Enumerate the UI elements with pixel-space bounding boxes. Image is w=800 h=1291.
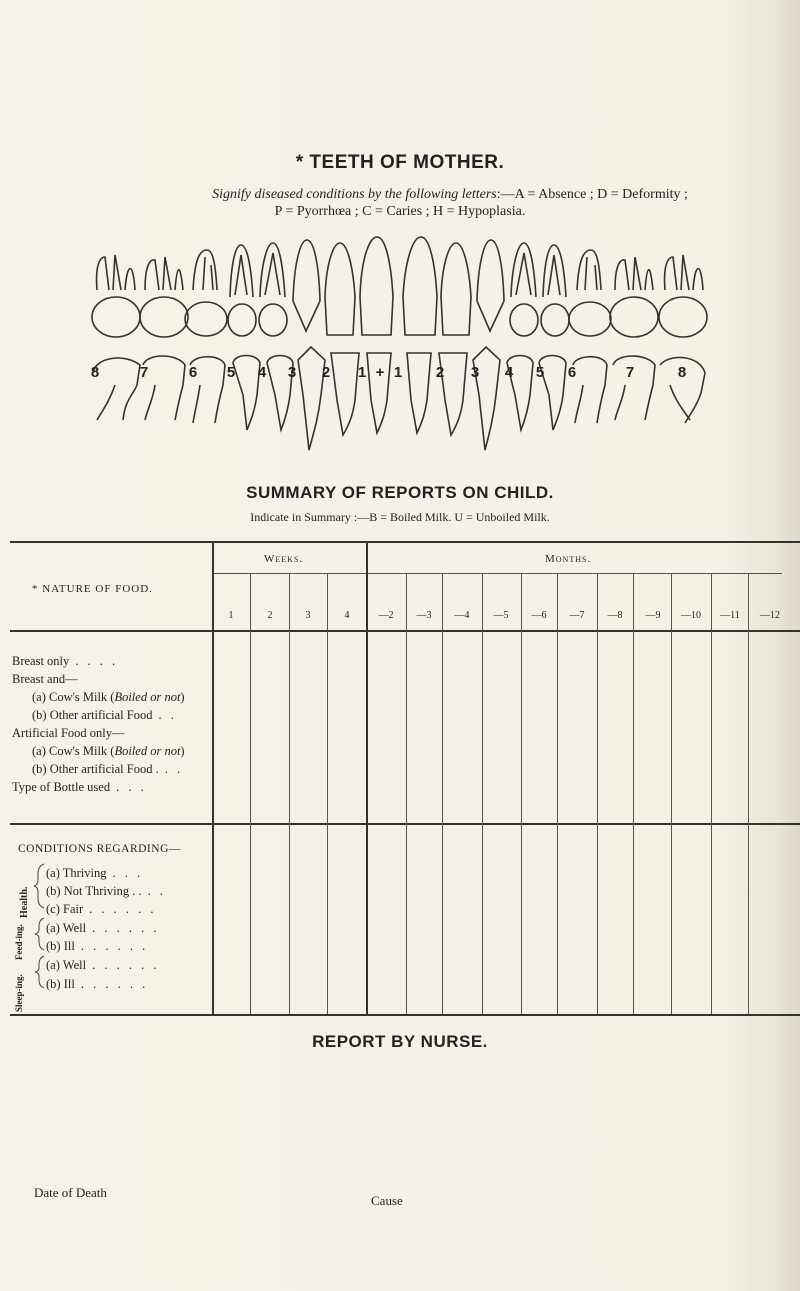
col-divider	[289, 573, 290, 1014]
col-divider	[633, 573, 634, 1014]
col-divider	[250, 573, 251, 1014]
food-row-label: (b) Other artificial Food .	[32, 762, 159, 776]
upper-crown-8R	[659, 297, 707, 337]
col-divider	[671, 573, 672, 1014]
tooth-number: 3	[287, 364, 297, 381]
food-row-artificial-only: Artificial Food only—	[12, 726, 125, 740]
food-row-breast-and: Breast and—	[12, 672, 78, 686]
upper-tooth-7R	[615, 257, 653, 290]
upper-tooth-3R	[477, 240, 504, 301]
lower-tooth-3L	[298, 347, 325, 450]
tooth-number: 8	[677, 364, 687, 381]
summary-indicate-note: Indicate in Summary :—B = Boiled Milk. U = Unboiled Milk.	[250, 510, 550, 524]
condition-label: (a) Well	[46, 921, 87, 935]
health-brace	[34, 864, 44, 908]
upper-tooth-4L	[260, 243, 285, 297]
month-col-label: —2	[378, 610, 394, 621]
food-row-cows-milk-a2	[32, 744, 185, 759]
sleeping-brace	[35, 956, 44, 988]
condition-sleeping-ill: (b) Ill . . . . . .	[46, 977, 149, 991]
food-row-label: (b) Other artificial Food	[32, 708, 153, 722]
col-divider	[442, 573, 443, 1014]
food-row-other-artificial-b2: (b) Other artificial Food . . .	[32, 762, 184, 776]
upper-tooth-5R	[543, 245, 566, 297]
week-col-label: 3	[305, 610, 311, 621]
food-row-suffix: )	[180, 744, 185, 758]
tooth-number: 7	[139, 364, 149, 381]
col-divider	[327, 573, 328, 1014]
lower-teeth	[93, 347, 705, 450]
condition-sleeping-well: (a) Well . . . . . .	[46, 958, 160, 972]
tooth-number: 1	[357, 364, 367, 381]
teeth-title: * TEETH OF MOTHER.	[295, 152, 505, 173]
health-group-label: Health.	[19, 886, 30, 918]
food-row-label: Type of Bottle used	[12, 780, 111, 794]
condition-thriving: (a) Thriving . . .	[46, 866, 144, 880]
week-col-label: 4	[344, 610, 350, 621]
col-divider	[521, 573, 522, 1014]
col-divider	[711, 573, 712, 1014]
condition-label: (b) Ill	[46, 939, 75, 953]
tooth-number: 2	[321, 364, 331, 381]
upper-tooth-2R	[441, 243, 471, 335]
tooth-number: +	[375, 364, 385, 381]
month-col-label: —4	[454, 610, 470, 621]
upper-crown-3R	[477, 301, 504, 331]
col-divider	[482, 573, 483, 1014]
month-col-label: —9	[645, 610, 661, 621]
food-row-bottle-type: Type of Bottle used . . .	[12, 780, 147, 794]
week-col-label: 2	[267, 610, 273, 621]
table-top-rule	[10, 541, 800, 543]
condition-label: (b) Ill	[46, 977, 75, 991]
condition-label: (a) Thriving	[46, 866, 107, 880]
upper-tooth-3L	[293, 240, 320, 301]
tooth-number: 5	[535, 364, 545, 381]
upper-crown-5R	[541, 304, 569, 336]
cause-label: Cause	[371, 1193, 403, 1208]
month-col-label: —7	[569, 610, 585, 621]
upper-tooth-6R	[577, 250, 601, 290]
upper-tooth-7L	[145, 257, 183, 290]
upper-crown-6R	[569, 302, 611, 336]
upper-tooth-8L	[97, 255, 135, 290]
col-divider	[557, 573, 558, 1014]
upper-tooth-1R	[403, 237, 437, 335]
tooth-number: 5	[226, 364, 236, 381]
col-divider	[406, 573, 407, 1014]
teeth-legend-line1	[100, 187, 800, 203]
food-bottom-rule	[10, 823, 800, 825]
header-bottom-rule	[10, 630, 800, 632]
col-divider	[597, 573, 598, 1014]
upper-crown-4R	[510, 304, 538, 336]
food-row-cows-milk-a	[32, 690, 185, 705]
nature-of-food-header: * NATURE OF FOOD.	[32, 583, 153, 595]
week-col-label: 1	[228, 610, 234, 621]
month-col-label: —6	[531, 610, 547, 621]
months-header: Months.	[545, 553, 592, 565]
header-mid-rule	[212, 573, 782, 574]
condition-feeding-well: (a) Well . . . . . .	[46, 921, 160, 935]
month-col-label: —12	[760, 610, 780, 621]
upper-tooth-2L	[325, 243, 355, 335]
lower-tooth-3R	[473, 347, 500, 450]
tooth-number: 4	[257, 364, 267, 381]
feeding-brace	[35, 918, 44, 950]
month-col-label: —8	[607, 610, 623, 621]
condition-label: (c) Fair	[46, 902, 84, 916]
tooth-number: 6	[567, 364, 577, 381]
upper-tooth-4R	[511, 243, 536, 297]
food-row-label: (a) Cow's Milk (	[32, 744, 115, 758]
month-col-label: —3	[416, 610, 432, 621]
upper-crown-7L	[140, 297, 188, 337]
condition-label: (b) Not Thriving . .	[46, 884, 142, 898]
tooth-number: 4	[504, 364, 514, 381]
tooth-number: 3	[470, 364, 480, 381]
date-of-death-label: Date of Death	[34, 1185, 107, 1200]
teeth-diagram	[85, 235, 715, 460]
upper-tooth-1L	[360, 237, 393, 335]
table-bottom-rule	[10, 1014, 800, 1016]
condition-fair: (c) Fair . . . . . .	[46, 902, 157, 916]
upper-tooth-6L	[193, 250, 217, 290]
col-divider	[748, 573, 749, 1014]
food-row-italic: Boiled or not	[114, 690, 181, 704]
tooth-number: 8	[90, 364, 100, 381]
teeth-legend-line2: P = Pyorrhœa ; C = Caries ; H = Hypoplasia.	[274, 204, 526, 219]
legend-italic: Signify diseased conditions by the following letters	[212, 187, 497, 202]
food-row-label: Breast only	[12, 654, 70, 668]
condition-braces	[34, 862, 46, 1002]
upper-tooth-5L	[230, 245, 253, 297]
tooth-number: 7	[625, 364, 635, 381]
condition-not-thriving: (b) Not Thriving . . . .	[46, 884, 166, 898]
condition-feeding-ill: (b) Ill . . . . . .	[46, 939, 149, 953]
summary-title: SUMMARY OF REPORTS ON CHILD.	[246, 483, 554, 502]
food-row-suffix: )	[180, 690, 185, 704]
tooth-number: 2	[435, 364, 445, 381]
weeks-header: Weeks.	[264, 553, 304, 565]
upper-tooth-8R	[665, 255, 703, 290]
month-col-label: —5	[493, 610, 509, 621]
upper-crown-3L	[293, 301, 320, 331]
upper-crown-4L	[259, 304, 287, 336]
upper-crown-8L	[92, 297, 140, 337]
feeding-group-label: Feed-ing.	[14, 924, 24, 960]
upper-teeth	[92, 237, 707, 337]
food-row-breast-only: Breast only . . . .	[12, 654, 119, 668]
food-row-other-artificial-b: (b) Other artificial Food . .	[32, 708, 177, 722]
upper-crown-6L	[185, 302, 227, 336]
legend-rest: :—A = Absence ; D = Deformity ;	[496, 187, 688, 202]
upper-crown-7R	[610, 297, 658, 337]
food-row-label: (a) Cow's Milk (	[32, 690, 115, 704]
nurse-report-title: REPORT BY NURSE.	[312, 1032, 488, 1051]
month-col-label: —10	[681, 610, 701, 621]
month-col-label: —11	[720, 610, 740, 621]
tooth-number: 1	[393, 364, 403, 381]
tooth-number: 6	[188, 364, 198, 381]
food-row-italic: Boiled or not	[114, 744, 181, 758]
conditions-header: CONDITIONS REGARDING—	[18, 843, 181, 855]
upper-crown-5L	[228, 304, 256, 336]
sleeping-group-label: Sleep-ing.	[14, 974, 24, 1012]
condition-label: (a) Well	[46, 958, 87, 972]
